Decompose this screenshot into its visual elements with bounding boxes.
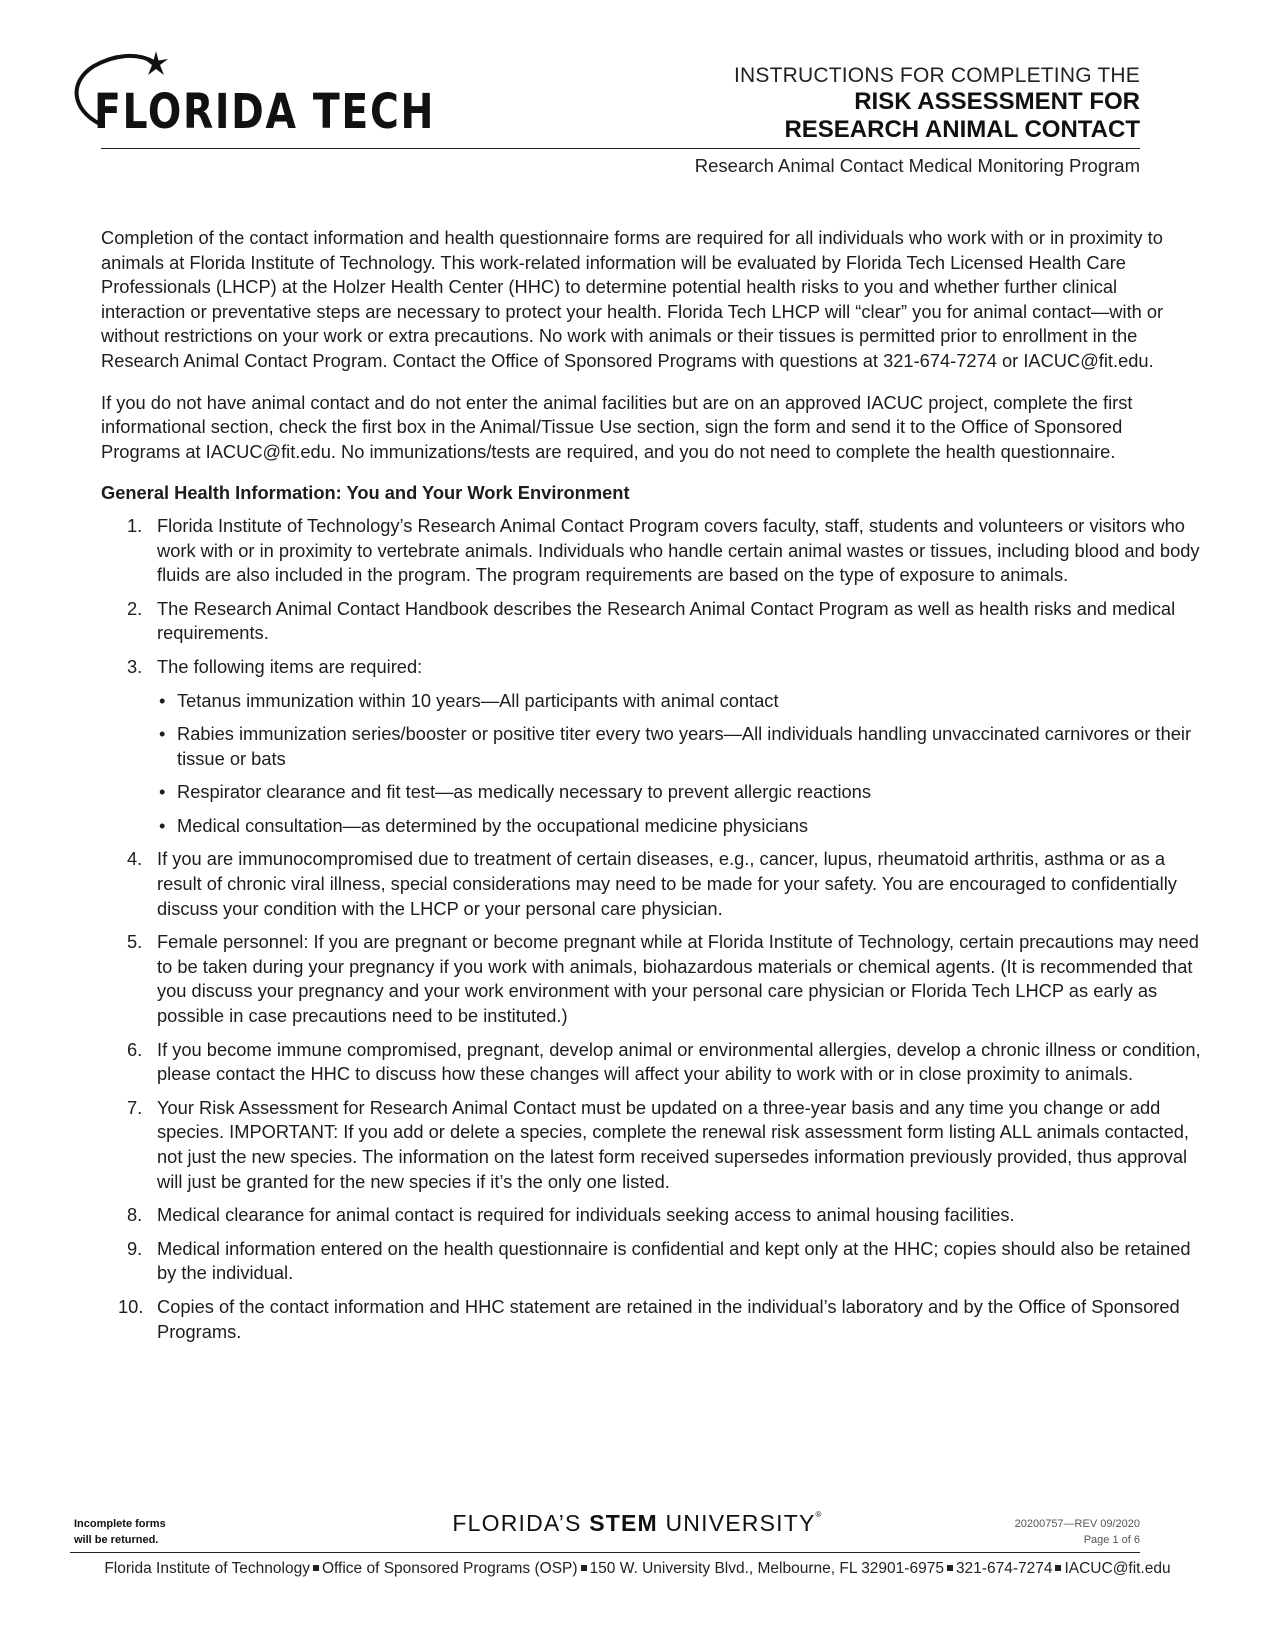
address-email: IACUC@fit.edu: [1064, 1560, 1171, 1577]
bullet-item: [157, 814, 1201, 839]
instructions-list: [101, 514, 1201, 1344]
separator-square-icon: [581, 1565, 587, 1571]
document-title: [734, 64, 1140, 144]
document-body: [101, 226, 1201, 1353]
logo-wordmark: FLORIDA TECH: [94, 84, 436, 140]
item-text: If you become immune compromised, pregnant, develop animal or environmental allergies, develop a chronic illness or condition, please contact the HHC to discuss how these changes will affect your ability to work with or in close proximity to animals.: [157, 1038, 1201, 1085]
item-number: 10.: [118, 1295, 144, 1317]
item-number: 2.: [127, 597, 143, 619]
tagline-bold: STEM: [589, 1510, 658, 1536]
address-phone: 321-674-7274: [955, 1560, 1053, 1577]
tagline-pre: FLORIDA’S: [452, 1510, 590, 1536]
form-code: 20200757—REV 09/2020: [1014, 1518, 1140, 1530]
section-heading: General Health Information: You and Your Work Environment: [101, 482, 630, 504]
item-text: The Research Animal Contact Handbook describes the Research Animal Contact Program as well as health risks and medical requirements.: [157, 597, 1176, 644]
list-item: [101, 1096, 1201, 1194]
title-line-2: RISK ASSESSMENT FOR: [854, 88, 1140, 115]
item-number: 9.: [127, 1237, 143, 1259]
form-meta: [1015, 1516, 1140, 1548]
list-item: [101, 514, 1201, 588]
item-number: 8.: [127, 1204, 143, 1226]
item-text: Female personnel: If you are pregnant or become pregnant while at Florida Institute of Technology, certain precautions may need to be taken during your pregnancy if you work with animals, biohazardous materials or chemical agents. (It is recommended that you discuss your pregnancy and your work environment with your personal care physician or Florida Tech LHCP as early as possible in case precautions need to be instituted.): [157, 931, 1199, 1027]
footer-address: [0, 1560, 1275, 1578]
item-number: 6.: [127, 1038, 143, 1060]
item-number: 5.: [127, 931, 143, 953]
item-number: 1.: [127, 514, 143, 536]
item-number: 4.: [127, 848, 143, 870]
item-text: Copies of the contact information and HHC statement are retained in the individual’s laboratory and by the Office of Sponsored Programs.: [157, 1295, 1180, 1342]
bullet-text: Medical consultation—as determined by the occupational medicine physicians: [177, 814, 809, 836]
bullet-icon: •: [159, 814, 166, 836]
list-item: [101, 1038, 1201, 1087]
bullet-text: Respirator clearance and fit test—as medically necessary to prevent allergic reactions: [177, 781, 871, 803]
item-text: Florida Institute of Technology’s Research Animal Contact Program covers faculty, staff, students and volunteers or visitors who work with or in proximity to vertebrate animals. Individuals who handle certain animal wastes or tissues, including blood and body fluids are also included in the program. The program requirements are based on the type of exposure to animals.: [157, 514, 1200, 586]
bullet-icon: •: [159, 723, 166, 745]
address-street: 150 W. University Blvd., Melbourne, FL 32901-6975: [589, 1560, 944, 1577]
address-institution: Florida Institute of Technology: [104, 1560, 310, 1577]
title-line-1: INSTRUCTIONS FOR COMPLETING THE: [734, 64, 1140, 87]
bullet-text: Rabies immunization series/booster or positive titer every two years—All individuals handling unvaccinated carnivores or their tissue or bats: [177, 723, 1192, 769]
separator-square-icon: [313, 1565, 319, 1571]
separator-square-icon: [1055, 1565, 1061, 1571]
note-line-2: will be returned.: [74, 1534, 159, 1546]
registered-mark: ®: [815, 1510, 823, 1519]
item-number: 7.: [127, 1096, 143, 1118]
item-text: If you are immunocompromised due to treatment of certain diseases, e.g., cancer, lupus, rheumatoid arthritis, asthma or as a result of chronic viral illness, special considerations may need to be made for your safety. You are encouraged to confidentially discuss your condition with the LHCP or your personal care physician.: [157, 848, 1177, 919]
list-item: [101, 1295, 1201, 1344]
list-item: [101, 930, 1201, 1028]
list-item: [101, 847, 1201, 921]
footer-divider: [70, 1552, 1140, 1553]
bullet-icon: •: [159, 781, 166, 803]
star-icon: [144, 51, 168, 75]
list-item: [101, 597, 1201, 646]
bullet-text: Tetanus immunization within 10 years—All participants with animal contact: [177, 689, 779, 711]
list-item: [101, 1203, 1201, 1228]
header-divider: [101, 148, 1140, 149]
intro-paragraph-2: If you do not have animal contact and do not enter the animal facilities but are on an approved IACUC project, complete the first informational section, check the first box in the Animal/Tissue Use section, sign the form and send it to the Office of Sponsored Programs at IACUC@fit.edu. No immunizations/tests are required, and you do not need to complete the health questionnaire.: [101, 391, 1133, 462]
page-number: Page 1 of 6: [1083, 1534, 1140, 1546]
item-text: Medical clearance for animal contact is required for individuals seeking access to animal housing facilities.: [157, 1204, 1015, 1226]
required-items-list: [157, 689, 1201, 839]
tagline-post: UNIVERSITY: [657, 1510, 816, 1536]
bullet-item: [157, 780, 1201, 805]
separator-square-icon: [947, 1565, 953, 1571]
bullet-item: [157, 722, 1201, 771]
item-text: Medical information entered on the health questionnaire is confidential and kept only at the HHC; copies should also be retained by the individual.: [157, 1237, 1191, 1284]
bullet-item: [157, 689, 1201, 714]
intro-paragraph-1: Completion of the contact information and health questionnaire forms are required for all individuals who work with or in proximity to animals at Florida Institute of Technology. This work-related information will be evaluated by Florida Tech Licensed Health Care Professionals (LHCP) at the Holzer Health Center (HHC) to determine potential health risks to you and whether further clinical interaction or preventative steps are necessary to protect your health. Florida Tech LHCP will “clear” you for animal contact—with or without restrictions on your work or extra precautions. No work with animals or their tissues is permitted prior to enrollment in the Research Animal Contact Program. Contact the Office of Sponsored Programs with questions at 321-674-7274 or IACUC@fit.edu.: [101, 227, 1164, 371]
program-subtitle: Research Animal Contact Medical Monitoring Program: [694, 155, 1140, 176]
list-item: [101, 655, 1201, 839]
florida-tech-logo: [70, 48, 436, 140]
bullet-icon: •: [159, 689, 166, 711]
item-number: 3.: [127, 655, 143, 677]
item-text: The following items are required:: [157, 655, 423, 677]
address-office: Office of Sponsored Programs (OSP): [321, 1560, 578, 1577]
item-text: Your Risk Assessment for Research Animal Contact must be updated on a three-year basis and any time you change or add species. IMPORTANT: If you add or delete a species, complete the renewal risk assessment form listing ALL animals contacted, not just the new species. The information on the latest form received supersedes information previously provided, thus approval will just be granted for the new species if it’s the only one listed.: [157, 1096, 1190, 1192]
title-line-3: RESEARCH ANIMAL CONTACT: [784, 116, 1140, 143]
list-item: [101, 1237, 1201, 1286]
note-line-1: Incomplete forms: [74, 1518, 166, 1530]
